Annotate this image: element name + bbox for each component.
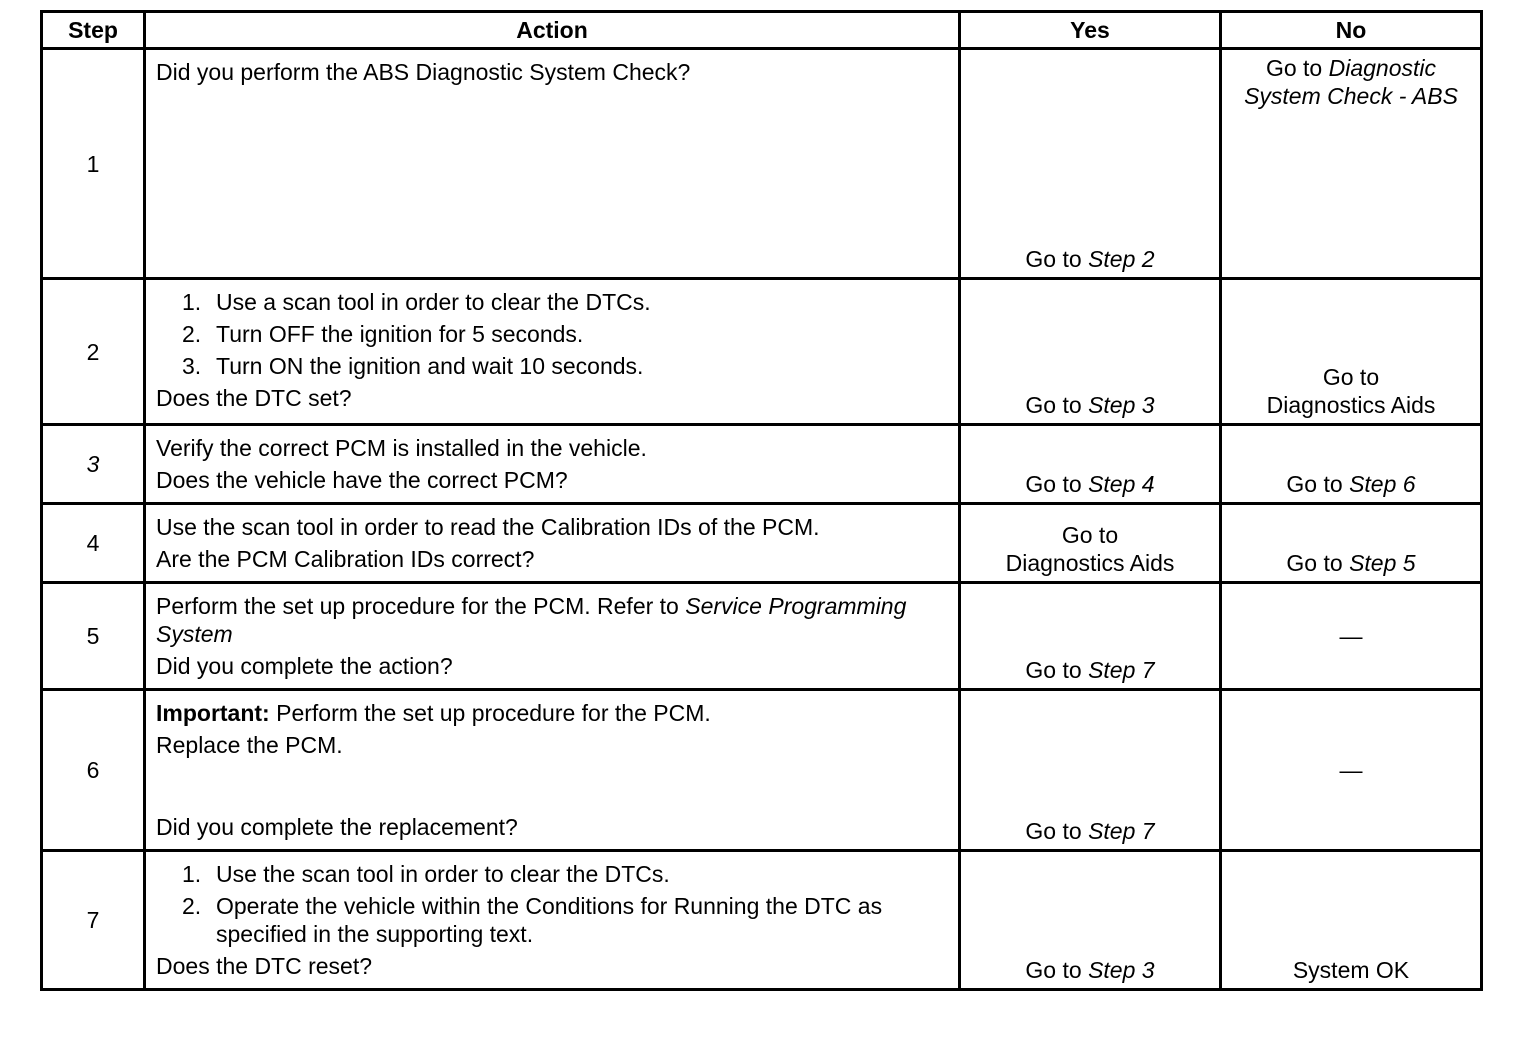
yes-prefix: Go to: [1025, 957, 1082, 983]
yes-prefix: Go to: [1025, 657, 1082, 683]
important-note: Important: Perform the set up procedure for the PCM.: [156, 700, 711, 726]
no-prefix: Go to: [1286, 471, 1343, 497]
action-question: Does the vehicle have the correct PCM?: [156, 467, 568, 493]
no-cell: [1221, 279, 1482, 425]
no-step-ref: Step 5: [1349, 550, 1416, 576]
action-text: Verify the correct PCM is installed in the vehicle.: [156, 435, 647, 461]
action-question: Did you perform the ABS Diagnostic System Check?: [156, 59, 691, 85]
action-ref: Service Programming System: [156, 593, 907, 647]
action-list-item: 1. Use the scan tool in order to clear the DTCs.: [182, 861, 670, 887]
yes-cell: [960, 851, 1221, 990]
no-ref: Diagnostic System Check - ABS: [1244, 55, 1458, 109]
header-row: [42, 12, 1482, 49]
yes-prefix: Go to: [1025, 392, 1082, 418]
yes-line1: Go to: [1061, 522, 1119, 548]
step-number: 1: [42, 49, 145, 279]
no-cell: [1221, 425, 1482, 504]
action-cell: [145, 279, 960, 425]
action-text: Perform the set up procedure for the PCM. Refer to Service Programming System: [156, 593, 907, 647]
no-line1: Go to: [1322, 364, 1380, 390]
yes-step-ref: Step 2: [1088, 246, 1155, 272]
action-list-item: 2. Operate the vehicle within the Conditions for Running the DTC as specified in the supporting text.: [182, 893, 883, 947]
header-action: Action: [145, 12, 960, 49]
yes-cell: [960, 425, 1221, 504]
no-dash: —: [1339, 623, 1363, 649]
no-dash: —: [1339, 757, 1363, 783]
action-cell: [145, 49, 960, 279]
action-question: Did you complete the replacement?: [156, 814, 518, 840]
no-prefix: Go to: [1265, 55, 1323, 81]
no-cell: [1221, 851, 1482, 990]
table-row: [42, 583, 1482, 690]
action-cell: [145, 504, 960, 583]
action-question: Did you complete the action?: [156, 653, 453, 679]
action-cell: [145, 690, 960, 851]
action-cell: [145, 851, 960, 990]
no-prefix: Go to: [1286, 550, 1343, 576]
table-row: [42, 279, 1482, 425]
yes-step-ref: Step 3: [1088, 957, 1155, 983]
yes-step-ref: Step 4: [1088, 471, 1155, 497]
yes-step-ref: Step 3: [1088, 392, 1155, 418]
step-number: 6: [42, 690, 145, 851]
yes-prefix: Go to: [1025, 246, 1082, 272]
yes-step-ref: Step 7: [1088, 818, 1155, 844]
yes-line2: Diagnostics Aids: [1005, 550, 1175, 576]
important-label: Important:: [156, 700, 270, 726]
diagnostic-table: [40, 10, 1483, 991]
action-text: Use the scan tool in order to read the Calibration IDs of the PCM.: [156, 514, 820, 540]
table-row: [42, 49, 1482, 279]
yes-step-ref: Step 7: [1088, 657, 1155, 683]
action-list-item: 3. Turn ON the ignition and wait 10 seconds.: [182, 353, 644, 379]
header-step: Step: [42, 12, 145, 49]
no-cell: [1221, 583, 1482, 690]
header-yes: Yes: [960, 12, 1221, 49]
yes-cell: [960, 690, 1221, 851]
no-result: System OK: [1292, 957, 1410, 983]
step-number: 4: [42, 504, 145, 583]
step-number: 3: [42, 425, 145, 504]
action-question: Are the PCM Calibration IDs correct?: [156, 546, 535, 572]
table-row: [42, 425, 1482, 504]
action-question: Does the DTC reset?: [156, 953, 373, 979]
yes-prefix: Go to: [1025, 471, 1082, 497]
action-list-item: 2. Turn OFF the ignition for 5 seconds.: [182, 321, 584, 347]
no-cell: [1221, 690, 1482, 851]
table-row: [42, 851, 1482, 990]
no-step-ref: Step 6: [1349, 471, 1416, 497]
no-cell: [1221, 504, 1482, 583]
action-list-item: 1. Use a scan tool in order to clear the DTCs.: [182, 289, 651, 315]
action-question: Does the DTC set?: [156, 385, 352, 411]
table-row: [42, 690, 1482, 851]
yes-cell: [960, 583, 1221, 690]
table-row: [42, 504, 1482, 583]
yes-cell: [960, 279, 1221, 425]
step-number: 7: [42, 851, 145, 990]
action-cell: [145, 583, 960, 690]
step-number: 2: [42, 279, 145, 425]
yes-cell: [960, 49, 1221, 279]
action-text: Replace the PCM.: [156, 732, 343, 758]
no-line2: Diagnostics Aids: [1266, 392, 1436, 418]
yes-cell: [960, 504, 1221, 583]
no-cell: [1221, 49, 1482, 279]
action-cell: [145, 425, 960, 504]
step-number: 5: [42, 583, 145, 690]
yes-prefix: Go to: [1025, 818, 1082, 844]
header-no: No: [1221, 12, 1482, 49]
